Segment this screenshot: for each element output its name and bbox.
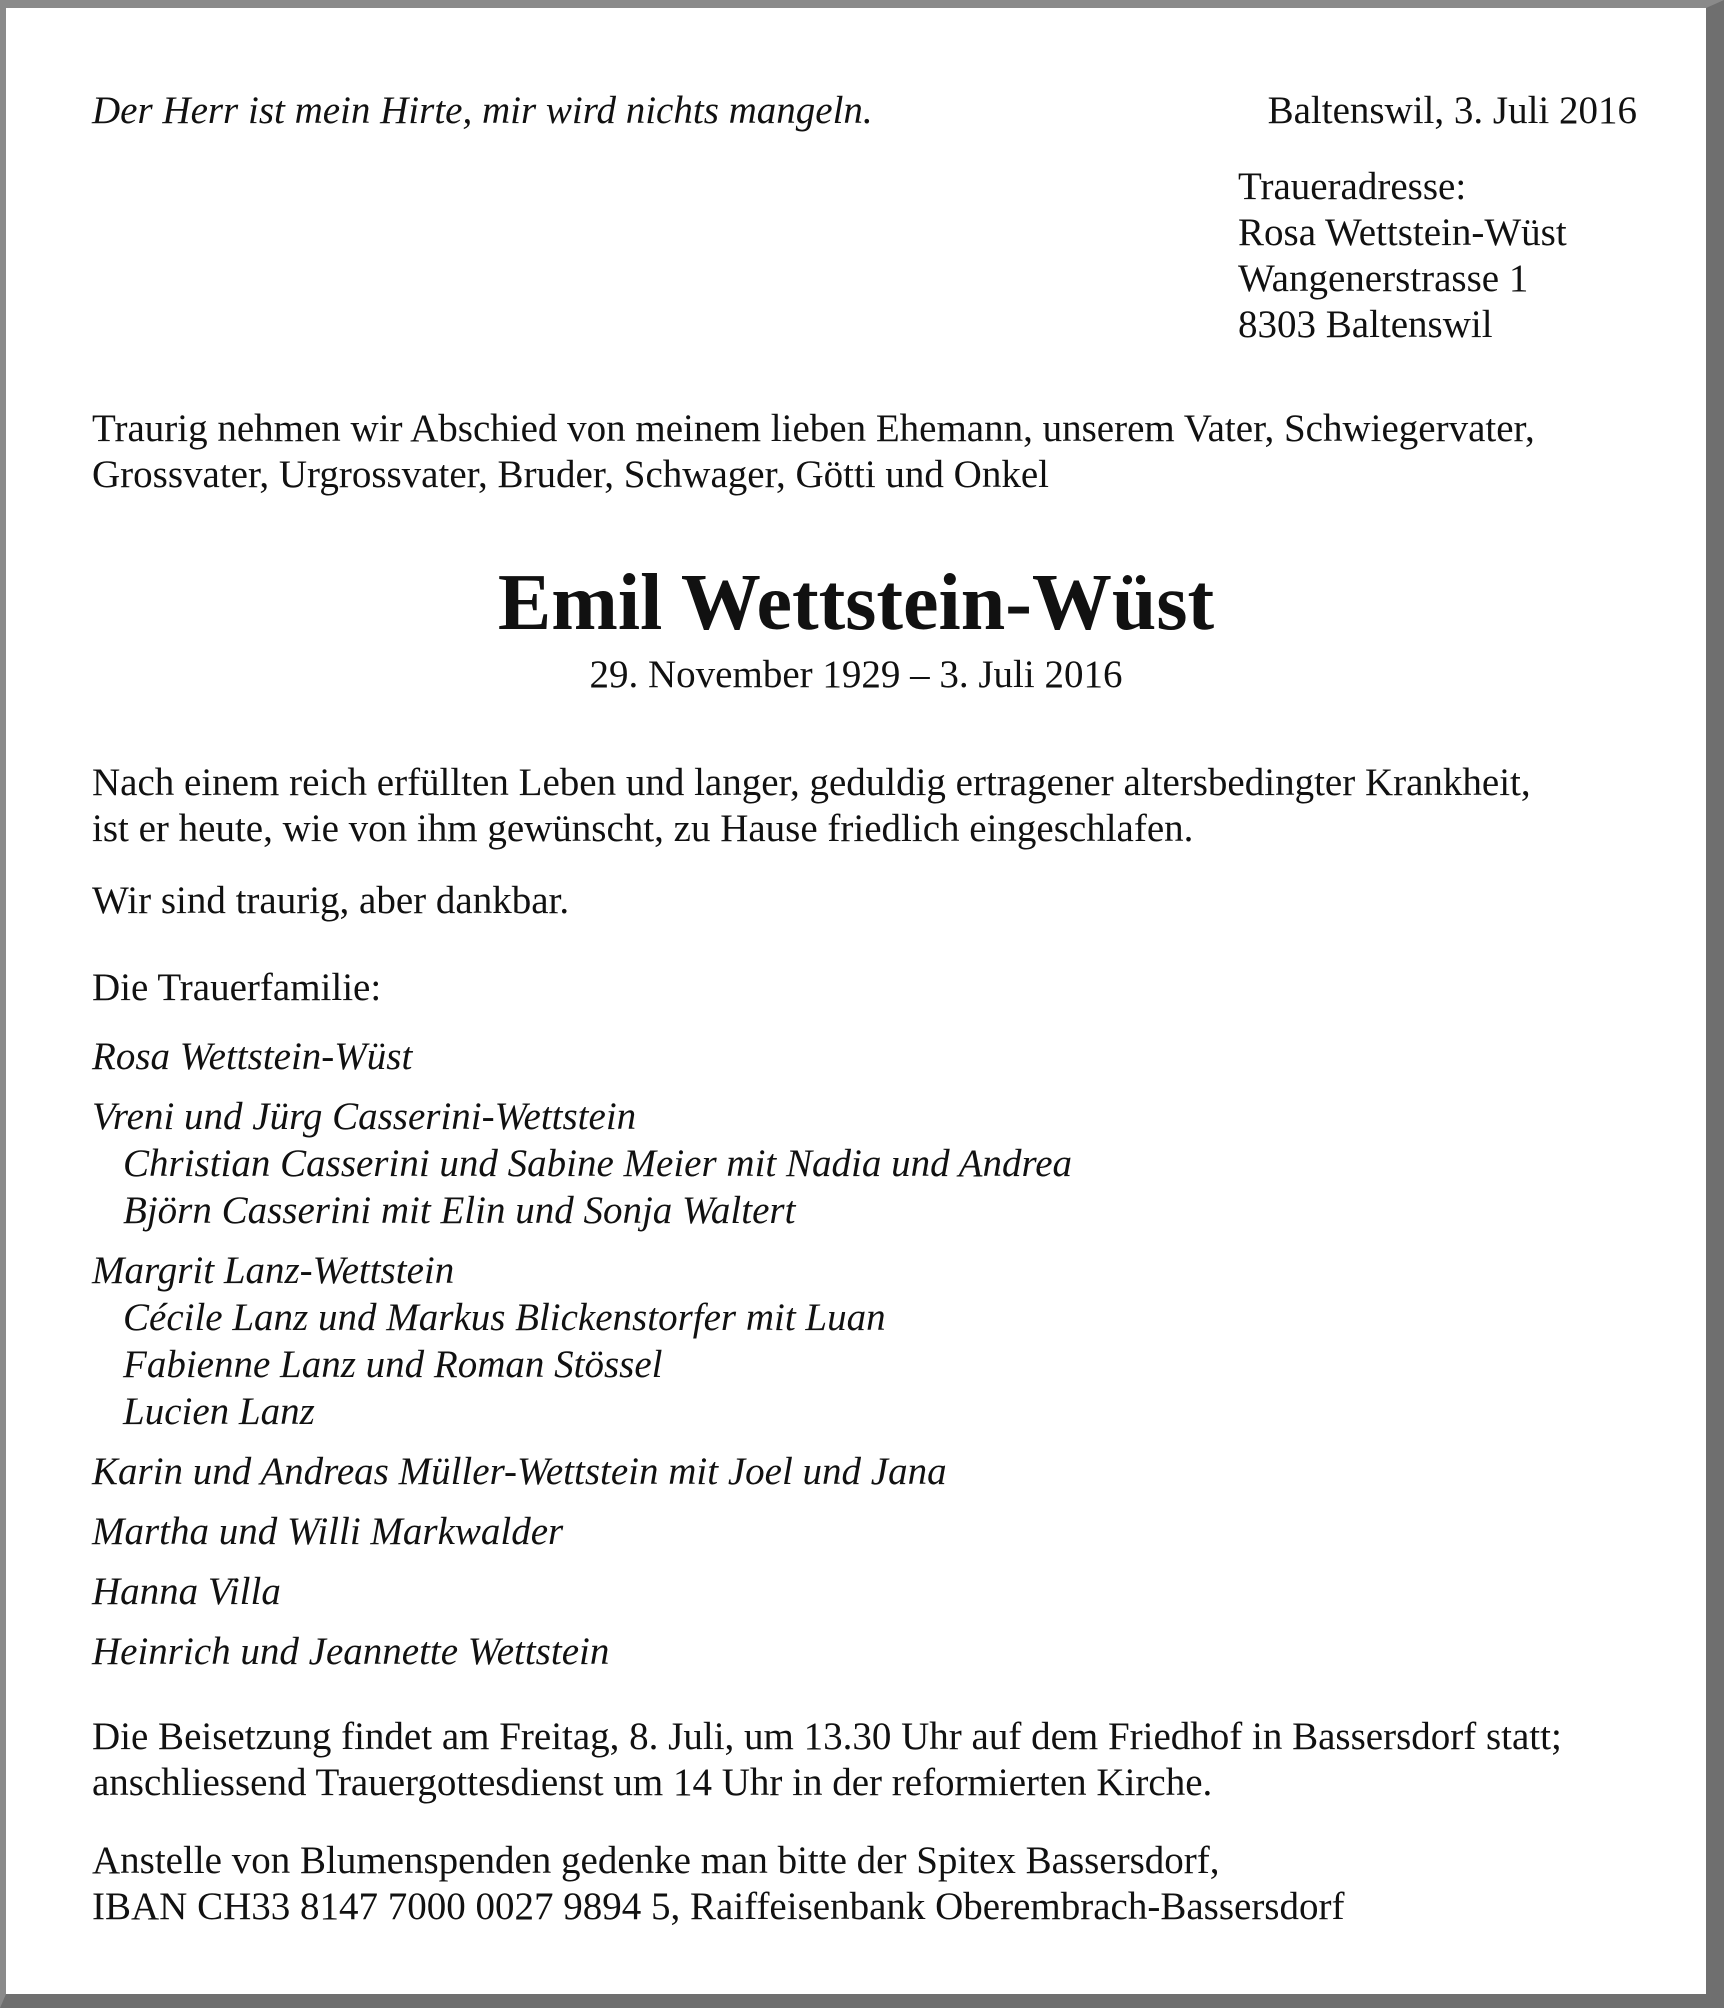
family-group	[92, 1628, 1072, 1675]
family-list	[92, 1033, 1072, 1688]
passing-line: ist er heute, wie von ihm gewünscht, zu Hause friedlich eingeschlafen.	[92, 807, 1194, 850]
life-dates: 29. November 1929 – 3. Juli 2016	[589, 653, 1123, 696]
donation-line: IBAN CH33 8147 7000 0027 9894 5, Raiffeisenbank Oberembrach-Bassersdorf	[92, 1885, 1345, 1928]
family-group	[92, 1033, 1072, 1080]
passing-text	[92, 760, 1531, 852]
gratitude-text: Wir sind traurig, aber dankbar.	[92, 879, 570, 922]
family-member: Margrit Lanz-Wettstein	[92, 1249, 455, 1292]
family-member: Heinrich und Jeannette Wettstein	[92, 1630, 610, 1673]
mourning-address	[1238, 164, 1567, 348]
donation-info	[92, 1838, 1344, 1930]
family-group	[92, 1247, 1072, 1435]
family-member: Vreni und Jürg Casserini-Wettstein	[92, 1095, 637, 1138]
address-street: Wangenerstrasse 1	[1238, 257, 1529, 300]
family-member: Cécile Lanz und Markus Blickenstorfer mit Luan	[123, 1296, 886, 1339]
family-member: Lucien Lanz	[123, 1390, 315, 1433]
family-member: Karin und Andreas Müller-Wettstein mit Joel und Jana	[92, 1450, 947, 1493]
deceased-name: Emil Wettstein-Wüst	[497, 559, 1215, 647]
funeral-line: Die Beisetzung findet am Freitag, 8. Juli, um 13.30 Uhr auf dem Friedhof in Bassersdorf statt;	[92, 1715, 1562, 1758]
family-member: Rosa Wettstein-Wüst	[92, 1035, 413, 1078]
address-name: Rosa Wettstein-Wüst	[1238, 211, 1567, 254]
address-label: Traueradresse:	[1238, 165, 1467, 208]
family-group	[92, 1448, 1072, 1495]
family-group	[92, 1093, 1072, 1234]
family-member: Fabienne Lanz und Roman Stössel	[123, 1343, 663, 1386]
address-city: 8303 Baltenswil	[1238, 303, 1493, 346]
donation-line: Anstelle von Blumenspenden gedenke man bitte der Spitex Bassersdorf,	[92, 1839, 1220, 1882]
family-member: Martha und Willi Markwalder	[92, 1510, 564, 1553]
family-member: Hanna Villa	[92, 1570, 281, 1613]
motto: Der Herr ist mein Hirte, mir wird nichts mangeln.	[92, 89, 873, 132]
family-member: Björn Casserini mit Elin und Sonja Waltert	[123, 1189, 796, 1232]
family-label: Die Trauerfamilie:	[92, 966, 382, 1009]
family-member: Christian Casserini und Sabine Meier mit Nadia und Andrea	[123, 1142, 1073, 1185]
intro-text	[92, 406, 1535, 498]
funeral-line: anschliessend Trauergottesdienst um 14 Uhr in der reformierten Kirche.	[92, 1761, 1213, 1804]
place-date: Baltenswil, 3. Juli 2016	[1267, 89, 1637, 132]
funeral-info	[92, 1714, 1562, 1806]
intro-line: Traurig nehmen wir Abschied von meinem lieben Ehemann, unserem Vater, Schwiegervater,	[92, 407, 1535, 450]
passing-line: Nach einem reich erfüllten Leben und langer, geduldig ertragener altersbedingter Krankheit,	[92, 761, 1531, 804]
family-group	[92, 1508, 1072, 1555]
intro-line: Grossvater, Urgrossvater, Bruder, Schwager, Götti und Onkel	[92, 453, 1049, 496]
family-group	[92, 1568, 1072, 1615]
